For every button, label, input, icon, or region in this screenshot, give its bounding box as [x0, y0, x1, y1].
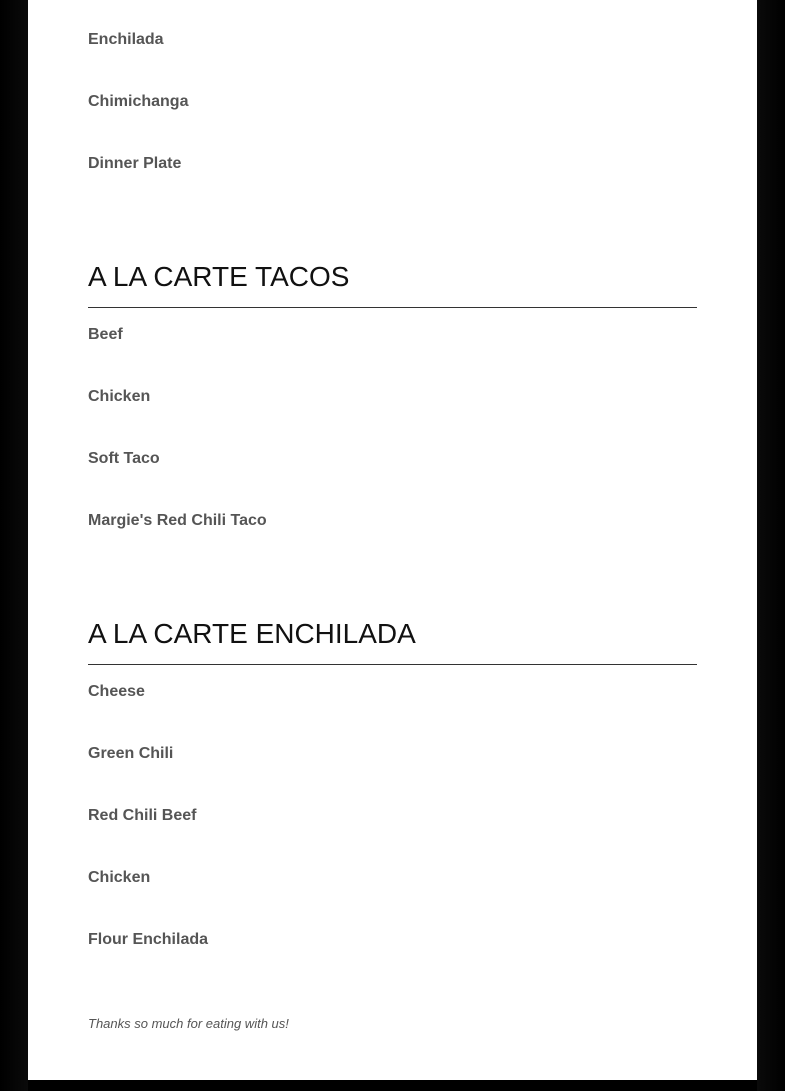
right-page-shadow — [757, 0, 785, 1091]
section-title-tacos: A LA CARTE TACOS — [88, 261, 350, 292]
menu-item-enchilada: Enchilada — [88, 31, 164, 48]
section-divider-enchilada — [88, 664, 697, 665]
menu-item-red-chili-beef-enchilada: Red Chili Beef — [88, 807, 197, 824]
section-divider-tacos — [88, 307, 697, 308]
menu-item-cheese-enchilada: Cheese — [88, 683, 145, 700]
menu-item-chicken-taco: Chicken — [88, 388, 151, 405]
menu-item-flour-enchilada: Flour Enchilada — [88, 931, 209, 948]
menu-item-beef-taco: Beef — [88, 326, 123, 343]
menu-item-dinner-plate: Dinner Plate — [88, 155, 182, 172]
section-title-enchilada: A LA CARTE ENCHILADA — [88, 618, 416, 649]
menu-item-green-chili-enchilada: Green Chili — [88, 745, 174, 762]
left-page-shadow — [0, 0, 28, 1091]
menu-page[interactable] — [28, 0, 757, 1080]
menu-item-chicken-enchilada: Chicken — [88, 869, 151, 886]
menu-item-red-chili-taco: Margie's Red Chili Taco — [88, 512, 267, 529]
menu-item-soft-taco: Soft Taco — [88, 450, 160, 467]
thank-you-note: Thanks so much for eating with us! — [88, 1016, 289, 1031]
menu-item-chimichanga: Chimichanga — [88, 93, 189, 110]
